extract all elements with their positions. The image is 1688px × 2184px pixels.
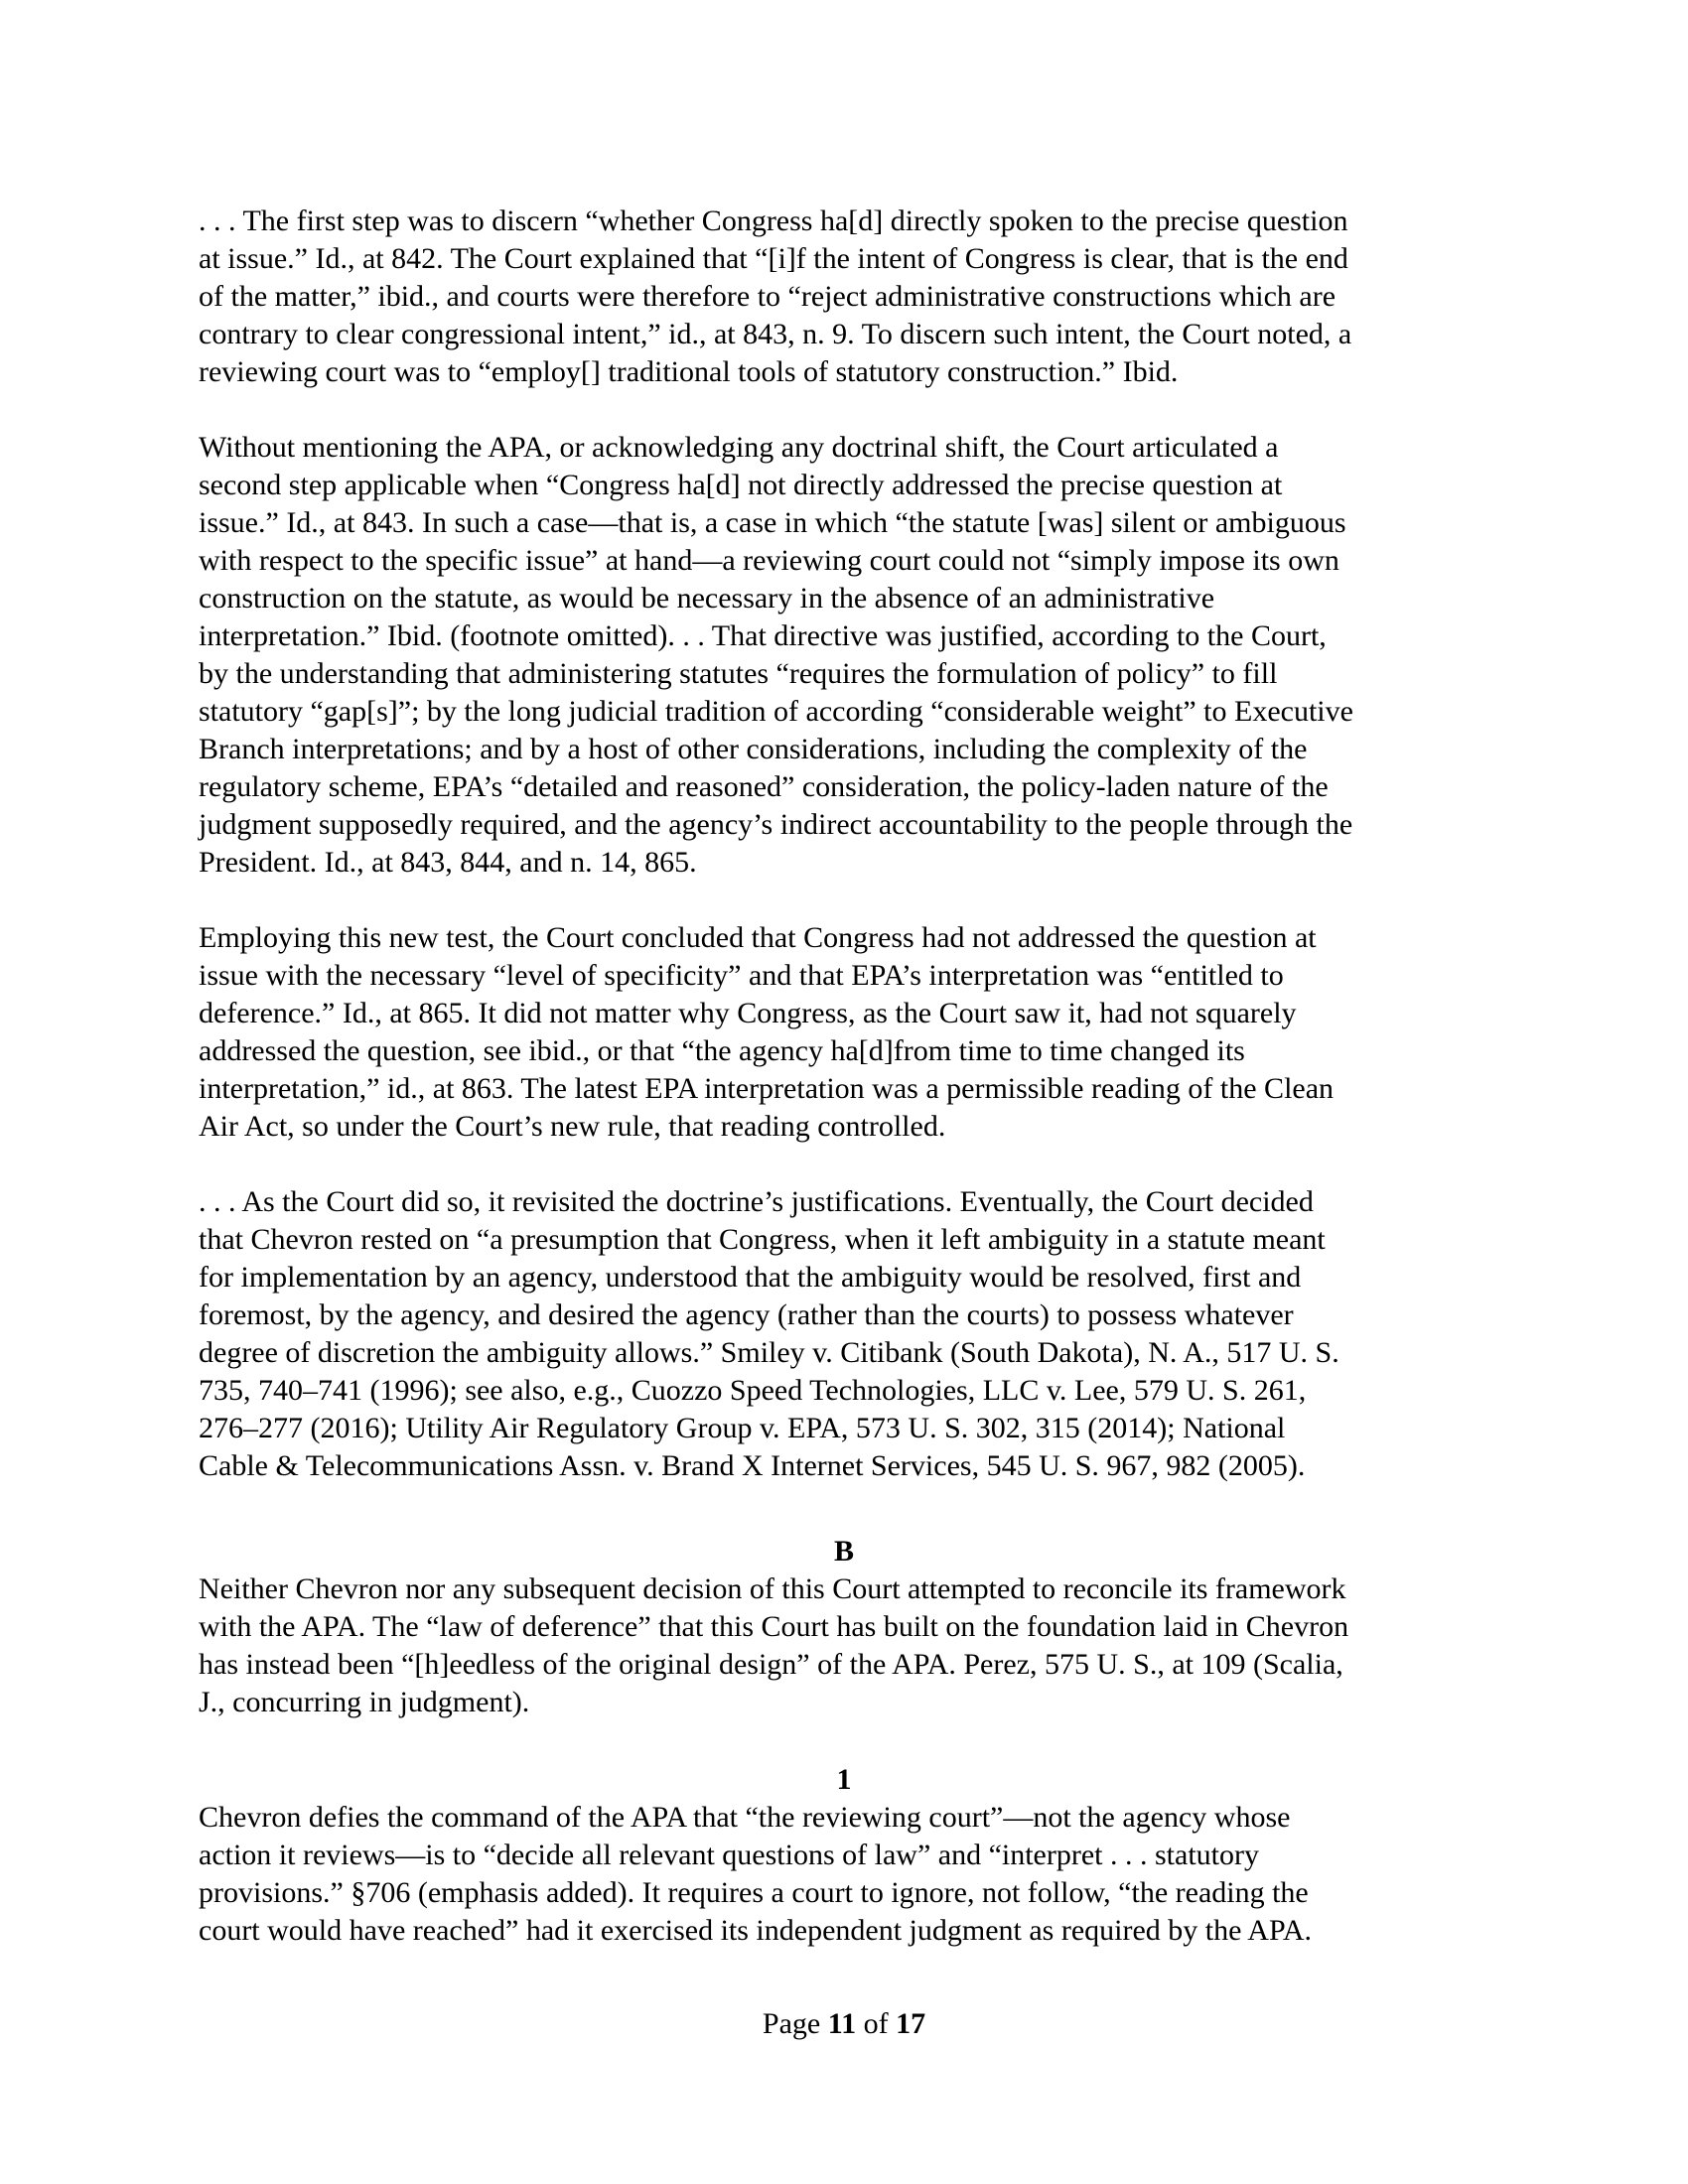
text-line: Without mentioning the APA, or acknowledging any doctrinal shift, the Court articulated a: [199, 431, 1279, 464]
paragraph-new-test-applied: [199, 919, 1489, 1146]
text-line: President. Id., at 843, 844, and n. 14, 865.: [199, 846, 697, 879]
text-line: 276–277 (2016); Utility Air Regulatory Group v. EPA, 573 U. S. 302, 315 (2014); National: [199, 1412, 1286, 1444]
text-line: addressed the question, see ibid., or that “the agency ha[d]from time to time changed its: [199, 1034, 1245, 1067]
text-line: Branch interpretations; and by a host of other considerations, including the complexity of the: [199, 733, 1308, 765]
section-heading-b: B: [833, 1535, 854, 1568]
text-line: second step applicable when “Congress ha[d] not directly addressed the precise question at: [199, 469, 1283, 501]
text-line: for implementation by an agency, understood that the ambiguity would be resolved, first and: [199, 1261, 1302, 1294]
current-page-number: 11: [827, 2007, 857, 2040]
text-line: Chevron defies the command of the APA that “the reviewing court”—not the agency whose: [199, 1801, 1291, 1834]
paragraph-section-b: [199, 1570, 1489, 1721]
text-line: court would have reached” had it exercised its independent judgment as required by the APA.: [199, 1914, 1313, 1947]
paragraph-doctrine-justifications: [199, 1183, 1489, 1485]
text-line: with the APA. The “law of deference” that this Court has built on the foundation laid in Chevron: [199, 1610, 1349, 1643]
text-line: judgment supposedly required, and the agency’s indirect accountability to the people through the: [199, 808, 1353, 841]
text-line: foremost, by the agency, and desired the agency (rather than the courts) to possess whatever: [199, 1298, 1294, 1331]
of-label: of: [863, 2007, 889, 2040]
text-line: at issue.” Id., at 842. The Court explained that “[i]f the intent of Congress is clear, that is the end: [199, 242, 1348, 275]
text-line: degree of discretion the ambiguity allows.” Smiley v. Citibank (South Dakota), N. A., 517 U. S.: [199, 1336, 1339, 1369]
text-line: Cable & Telecommunications Assn. v. Brand X Internet Services, 545 U. S. 967, 982 (2005).: [199, 1449, 1306, 1482]
text-line: statutory “gap[s]”; by the long judicial tradition of according “considerable weight” to Executive: [199, 695, 1353, 728]
text-line: issue with the necessary “level of specificity” and that EPA’s interpretation was “entitled to: [199, 959, 1284, 992]
text-line: issue.” Id., at 843. In such a case—that is, a case in which “the statute [was] silent or ambiguous: [199, 506, 1346, 539]
text-line: reviewing court was to “employ[] traditional tools of statutory construction.” Ibid.: [199, 355, 1179, 388]
text-line: action it reviews—is to “decide all relevant questions of law” and “interpret . . . statutory: [199, 1839, 1259, 1871]
text-line: deference.” Id., at 865. It did not matter why Congress, as the Court saw it, had not squarely: [199, 997, 1297, 1029]
text-line: Neither Chevron nor any subsequent decision of this Court attempted to reconcile its framework: [199, 1572, 1346, 1605]
text-line: has instead been “[h]eedless of the original design” of the APA. Perez, 575 U. S., at 109 (Scalia,: [199, 1648, 1343, 1681]
page-number-footer: [0, 2005, 1688, 2043]
total-pages-number: 17: [896, 2007, 926, 2040]
paragraph-section-1: [199, 1799, 1489, 1950]
text-line: regulatory scheme, EPA’s “detailed and reasoned” consideration, the policy-laden nature of the: [199, 770, 1329, 803]
section-heading-1: 1: [836, 1763, 852, 1796]
text-line: provisions.” §706 (emphasis added). It requires a court to ignore, not follow, “the reading the: [199, 1876, 1309, 1909]
text-line: that Chevron rested on “a presumption that Congress, when it left ambiguity in a statute meant: [199, 1223, 1326, 1256]
text-line: 735, 740–741 (1996); see also, e.g., Cuozzo Speed Technologies, LLC v. Lee, 579 U. S. 261,: [199, 1374, 1307, 1407]
text-line: contrary to clear congressional intent,” id., at 843, n. 9. To discern such intent, the Court noted, a: [199, 318, 1352, 350]
text-line: interpretation,” id., at 863. The latest EPA interpretation was a permissible reading of the Clean: [199, 1072, 1335, 1105]
text-line: Employing this new test, the Court concluded that Congress had not addressed the question at: [199, 921, 1317, 954]
paragraph-chevron-step-two: [199, 429, 1489, 882]
text-line: interpretation.” Ibid. (footnote omitted). . . That directive was justified, according to the Court,: [199, 619, 1327, 652]
text-line: . . . The first step was to discern “whether Congress ha[d] directly spoken to the precise question: [199, 205, 1348, 237]
text-line: J., concurring in judgment).: [199, 1686, 530, 1718]
text-line: of the matter,” ibid., and courts were therefore to “reject administrative constructions which are: [199, 280, 1336, 313]
page-label: Page: [762, 2007, 821, 2040]
text-line: by the understanding that administering statutes “requires the formulation of policy” to fill: [199, 657, 1278, 690]
text-line: Air Act, so under the Court’s new rule, that reading controlled.: [199, 1110, 946, 1143]
paragraph-chevron-step-one: [199, 203, 1489, 391]
text-line: construction on the statute, as would be necessary in the absence of an administrative: [199, 582, 1215, 614]
text-line: . . . As the Court did so, it revisited the doctrine’s justifications. Eventually, the Court decided: [199, 1185, 1314, 1218]
text-line: with respect to the specific issue” at hand—a reviewing court could not “simply impose its own: [199, 544, 1339, 577]
